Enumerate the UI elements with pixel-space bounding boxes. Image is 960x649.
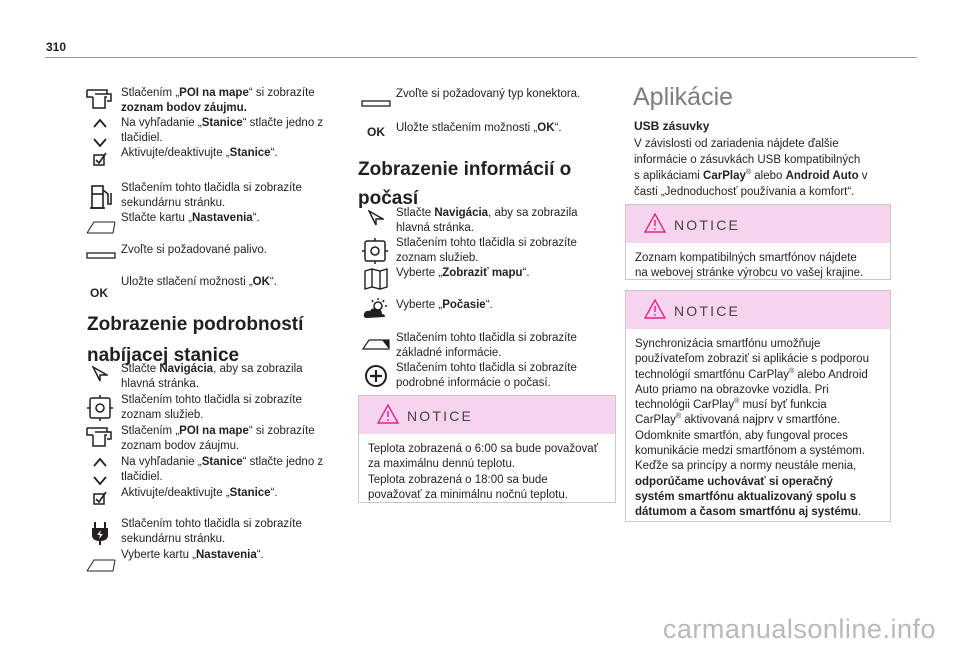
notice-line: považovať za minimálnu nočnú teplotu. bbox=[368, 488, 568, 501]
weather-icon bbox=[362, 297, 390, 323]
instruction-line: Stlačením „POI na mape“ si zobrazíte bbox=[121, 87, 315, 99]
plus-circle-icon bbox=[364, 364, 388, 388]
top-rule bbox=[45, 57, 917, 58]
notice-header bbox=[626, 205, 890, 243]
charging-station-heading bbox=[87, 313, 303, 368]
notice-line: Teplota zobrazená o 18:00 sa bude bbox=[368, 473, 548, 486]
instruction-line: sekundárnu stránku. bbox=[121, 197, 226, 209]
notice-box bbox=[625, 290, 891, 522]
instruction-line: Na vyhľadanie „Stanice“ stlačte jedno z bbox=[121, 456, 324, 468]
notice-label: NOTICE bbox=[407, 408, 474, 424]
notice-line: Teplota zobrazená o 6:00 sa bude považovať bbox=[368, 443, 599, 455]
chevron-up-icon bbox=[92, 118, 108, 128]
instruction-line: sekundárnu stránku. bbox=[121, 533, 226, 545]
charging-plug-icon bbox=[90, 521, 110, 545]
instruction-line: tlačidiel. bbox=[121, 471, 163, 483]
instruction-line: tlačidiel. bbox=[121, 132, 163, 144]
section-subtitle: USB zásuvky bbox=[634, 119, 710, 133]
instruction-line: Stlačením „POI na mape“ si zobrazíte bbox=[121, 425, 315, 437]
notice-line: odporúčame uchovávať si operačný bbox=[635, 475, 833, 488]
checkbox-icon bbox=[93, 491, 107, 505]
instruction-line: hlavná stránka. bbox=[396, 222, 474, 234]
heading-line: nabíjacej stanice bbox=[87, 345, 240, 366]
notice-body bbox=[626, 243, 890, 290]
chevron-down-icon bbox=[92, 476, 108, 486]
warning-triangle-icon bbox=[377, 404, 399, 424]
notice-label: NOTICE bbox=[674, 303, 741, 319]
services-list-icon bbox=[362, 238, 388, 264]
notice-box bbox=[358, 395, 616, 503]
fuel-bar-icon bbox=[86, 252, 116, 260]
fuel-station-icon bbox=[89, 184, 113, 210]
notice-line: Auto priamo na obrazovke vozidla. Pri bbox=[635, 383, 829, 396]
poi-map-icon bbox=[86, 87, 112, 109]
settings-tab-icon bbox=[86, 558, 116, 572]
notice-line: Synchronizácia smartfónu umožňuje bbox=[635, 338, 821, 350]
instruction-line: Stlačte Navigácia, aby sa zobrazila bbox=[121, 363, 303, 375]
instruction-line: zoznam služieb. bbox=[396, 252, 479, 264]
instruction-line: Zvoľte si požadované palivo. bbox=[121, 244, 267, 256]
notice-line: technológii CarPlay® musí byť funkcia bbox=[635, 398, 827, 412]
instruction-line: Uložte stlačení možnosti „OK“. bbox=[121, 276, 277, 288]
ok-icon: OK bbox=[367, 125, 385, 139]
notice-body bbox=[626, 329, 890, 529]
weather-heading bbox=[358, 158, 571, 211]
services-list-icon bbox=[87, 395, 113, 421]
instruction-line: podrobné informácie o počasí. bbox=[396, 377, 551, 389]
instruction-line: Stlačením tohto tlačidla si zobrazíte bbox=[396, 332, 577, 344]
intro-line: informácie o zásuvkách USB kompatibilných bbox=[634, 154, 861, 166]
notice-header bbox=[626, 291, 890, 329]
checkbox-icon bbox=[93, 152, 107, 166]
instruction-line: hlavná stránka. bbox=[121, 378, 199, 390]
instruction-line: základné informácie. bbox=[396, 347, 502, 359]
instruction-line: zoznam bodov záujmu. bbox=[121, 102, 247, 114]
warning-triangle-icon bbox=[644, 299, 666, 319]
notice-line: systém smartfónu aktualizovaný spolu s bbox=[635, 490, 857, 503]
connector-bar-icon bbox=[361, 100, 391, 108]
instruction-line: zoznam služieb. bbox=[121, 409, 204, 421]
chevron-down-icon bbox=[92, 138, 108, 148]
watermark: carmanualsonline.info bbox=[662, 614, 936, 644]
chevron-up-icon bbox=[92, 457, 108, 467]
map-icon bbox=[364, 268, 388, 290]
instruction-line: Vyberte „Zobraziť mapu“. bbox=[396, 267, 530, 279]
heading-line: Zobrazenie informácií o bbox=[358, 159, 572, 180]
instruction-line: Stlačením tohto tlačidla si zobrazíte bbox=[121, 518, 302, 530]
notice-body bbox=[359, 434, 615, 511]
instruction-line: zoznam bodov záujmu. bbox=[121, 440, 240, 452]
notice-line: CarPlay® aktivovaná najprv v smartfóne. bbox=[635, 413, 841, 427]
page-number: 310 bbox=[46, 40, 67, 54]
notice-line: Zoznam kompatibilných smartfónov nájdete bbox=[635, 252, 857, 264]
basic-info-icon bbox=[362, 338, 390, 350]
instruction-line: Stlačením tohto tlačidla si zobrazíte bbox=[396, 362, 577, 374]
instruction-line: Stlačte kartu „Nastavenia“. bbox=[121, 212, 260, 224]
instruction-line: Uložte stlačením možnosti „OK“. bbox=[396, 122, 562, 134]
notice-line: dátumom a časom smartfónu aj systému. bbox=[635, 506, 862, 519]
intro-line: časti „Jednoduchosť používania a komfort“. bbox=[634, 186, 855, 198]
heading-line: počasí bbox=[358, 188, 419, 209]
heading-line: Zobrazenie podrobností bbox=[87, 314, 304, 335]
poi-map-icon bbox=[86, 425, 112, 447]
notice-label: NOTICE bbox=[674, 217, 741, 233]
ok-icon: OK bbox=[90, 286, 108, 300]
notice-box bbox=[625, 204, 891, 280]
navigation-icon bbox=[368, 210, 384, 226]
notice-line: na webovej stránke výrobcu vo vašej krajine. bbox=[635, 267, 864, 280]
notice-line: Odomknite smartfón, aby fungoval proces bbox=[635, 429, 848, 442]
instruction-line: Stlačte Navigácia, aby sa zobrazila bbox=[396, 207, 578, 219]
instruction-line: Aktivujte/deaktivujte „Stanice“. bbox=[121, 147, 278, 159]
intro-line: V závislosti od zariadenia nájdete ďalšie bbox=[634, 138, 839, 150]
intro-line: s aplikáciami CarPlay® alebo Android Auto v bbox=[634, 169, 868, 182]
instruction-line: Na vyhľadanie „Stanice“ stlačte jedno z bbox=[121, 117, 324, 129]
section-title: Aplikácie bbox=[633, 83, 734, 111]
instruction-line: Zvoľte si požadovaný typ konektora. bbox=[396, 88, 581, 100]
notice-header bbox=[359, 396, 615, 434]
instruction-line: Vyberte „Počasie“. bbox=[396, 299, 493, 311]
notice-line: komunikácie medzi smartfónom a systémom. bbox=[635, 445, 866, 458]
settings-tab-icon bbox=[86, 220, 116, 234]
instruction-line: Stlačením tohto tlačidla si zobrazíte bbox=[121, 182, 302, 194]
instruction-line: Vyberte kartu „Nastavenia“. bbox=[121, 549, 264, 561]
instruction-line: Stlačením tohto tlačidla si zobrazíte bbox=[396, 237, 577, 249]
notice-line: používateľom zobraziť si aplikácie s podporou bbox=[635, 353, 869, 366]
warning-triangle-icon bbox=[644, 213, 666, 233]
instruction-line: Aktivujte/deaktivujte „Stanice“. bbox=[121, 487, 278, 499]
instruction-line: Stlačením tohto tlačidla si zobrazíte bbox=[121, 394, 302, 406]
notice-line: za maximálnu dennú teplotu. bbox=[368, 458, 516, 471]
notice-line: technológií smartfónu CarPlay® alebo Android bbox=[635, 367, 868, 381]
navigation-icon bbox=[92, 366, 108, 382]
notice-line: Keďže sa princípy a normy neustále menia, bbox=[635, 460, 857, 473]
